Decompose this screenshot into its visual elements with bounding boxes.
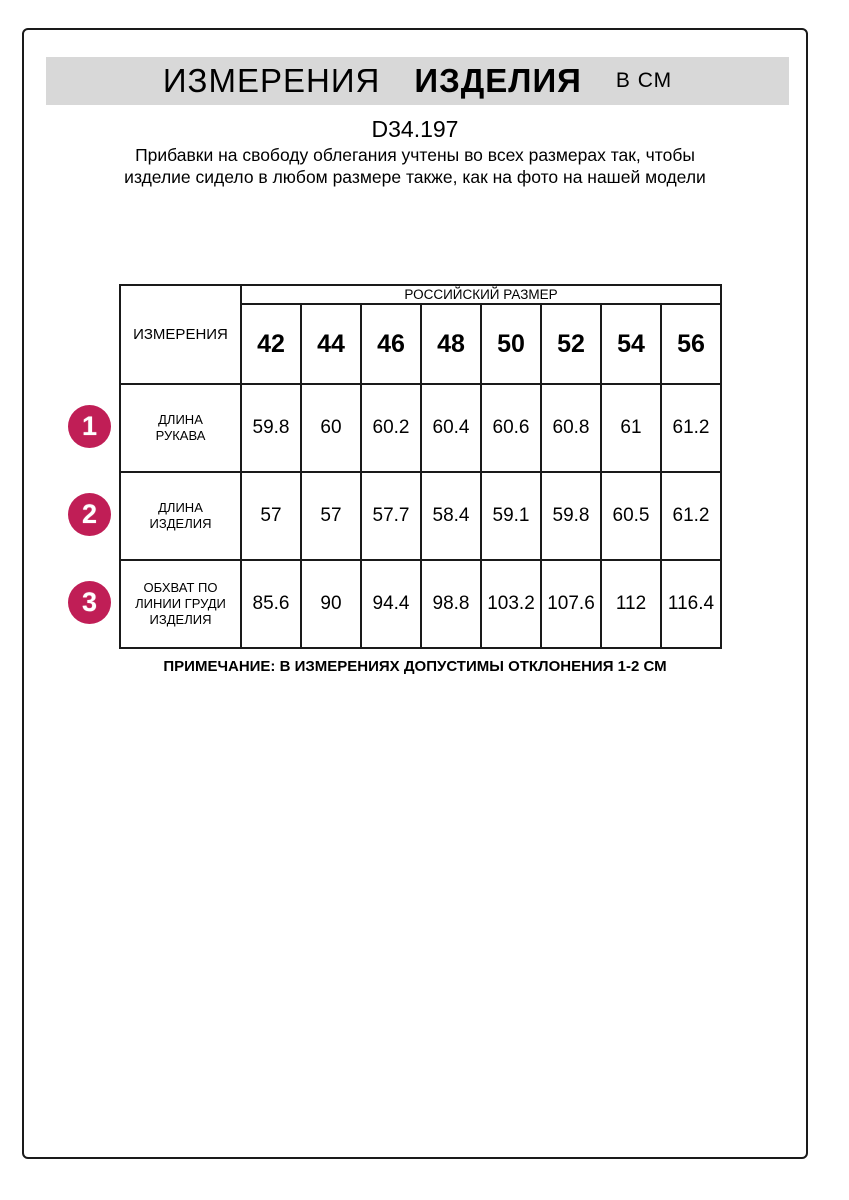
page-title: ИЗМЕРЕНИЯ — [162, 62, 381, 99]
measurement-value: 60.2 — [361, 384, 421, 472]
table-header-row-group — [120, 285, 721, 304]
size-table-section — [24, 284, 810, 649]
measurement-value: 61 — [601, 384, 661, 472]
row-number-badge-2: 2 — [68, 493, 111, 536]
size-header-52: 52 — [541, 304, 601, 384]
measurement-value: 61.2 — [661, 472, 721, 560]
size-table — [119, 284, 722, 649]
model-code: D34.197 — [371, 116, 459, 142]
measurement-value: 112 — [601, 560, 661, 648]
measurement-value: 107.6 — [541, 560, 601, 648]
measurement-label: ОБХВАТ ПО ЛИНИИ ГРУДИ ИЗДЕЛИЯ — [120, 560, 241, 648]
measurement-value: 59.8 — [541, 472, 601, 560]
size-group-header: РОССИЙСКИЙ РАЗМЕР — [241, 285, 721, 304]
table-row-sleeve-length — [120, 384, 721, 472]
size-header-46: 46 — [361, 304, 421, 384]
measurement-value: 60 — [301, 384, 361, 472]
measurement-value: 57 — [241, 472, 301, 560]
measurement-value: 60.6 — [481, 384, 541, 472]
size-header-48: 48 — [421, 304, 481, 384]
size-header-50: 50 — [481, 304, 541, 384]
measurement-value: 103.2 — [481, 560, 541, 648]
measurement-label: ДЛИНА РУКАВА — [120, 384, 241, 472]
measurement-value: 60.4 — [421, 384, 481, 472]
size-header-44: 44 — [301, 304, 361, 384]
size-header-56: 56 — [661, 304, 721, 384]
page-title-emphasis: ИЗДЕЛИЯ — [414, 62, 582, 99]
row-number-badge-3: 3 — [68, 581, 111, 624]
measurements-column-header: ИЗМЕРЕНИЯ — [120, 285, 241, 384]
table-row-chest-girth — [120, 560, 721, 648]
fit-description: Прибавки на свободу облегания учтены во всех размерах так, чтобы изделие сидело в любом размере также, как на фото на нашей модели — [124, 145, 706, 187]
measurement-value: 60.5 — [601, 472, 661, 560]
page-frame — [22, 28, 808, 1159]
tolerance-note: ПРИМЕЧАНИЕ: В ИЗМЕРЕНИЯХ ДОПУСТИМЫ ОТКЛОНЕНИЯ 1-2 СМ — [163, 658, 667, 675]
measurement-value: 116.4 — [661, 560, 721, 648]
measurement-value: 57 — [301, 472, 361, 560]
measurement-value: 98.8 — [421, 560, 481, 648]
row-number-badge-1: 1 — [68, 405, 111, 448]
size-header-42: 42 — [241, 304, 301, 384]
measurement-value: 59.8 — [241, 384, 301, 472]
table-row-garment-length — [120, 472, 721, 560]
measurement-value: 61.2 — [661, 384, 721, 472]
measurement-value: 90 — [301, 560, 361, 648]
measurement-value: 58.4 — [421, 472, 481, 560]
measurement-value: 85.6 — [241, 560, 301, 648]
measurement-value: 60.8 — [541, 384, 601, 472]
title-band — [46, 57, 789, 105]
measurement-value: 59.1 — [481, 472, 541, 560]
measurement-value: 57.7 — [361, 472, 421, 560]
measurement-label: ДЛИНА ИЗДЕЛИЯ — [120, 472, 241, 560]
measurement-value: 94.4 — [361, 560, 421, 648]
size-header-54: 54 — [601, 304, 661, 384]
title-unit-label: В СМ — [615, 69, 673, 92]
